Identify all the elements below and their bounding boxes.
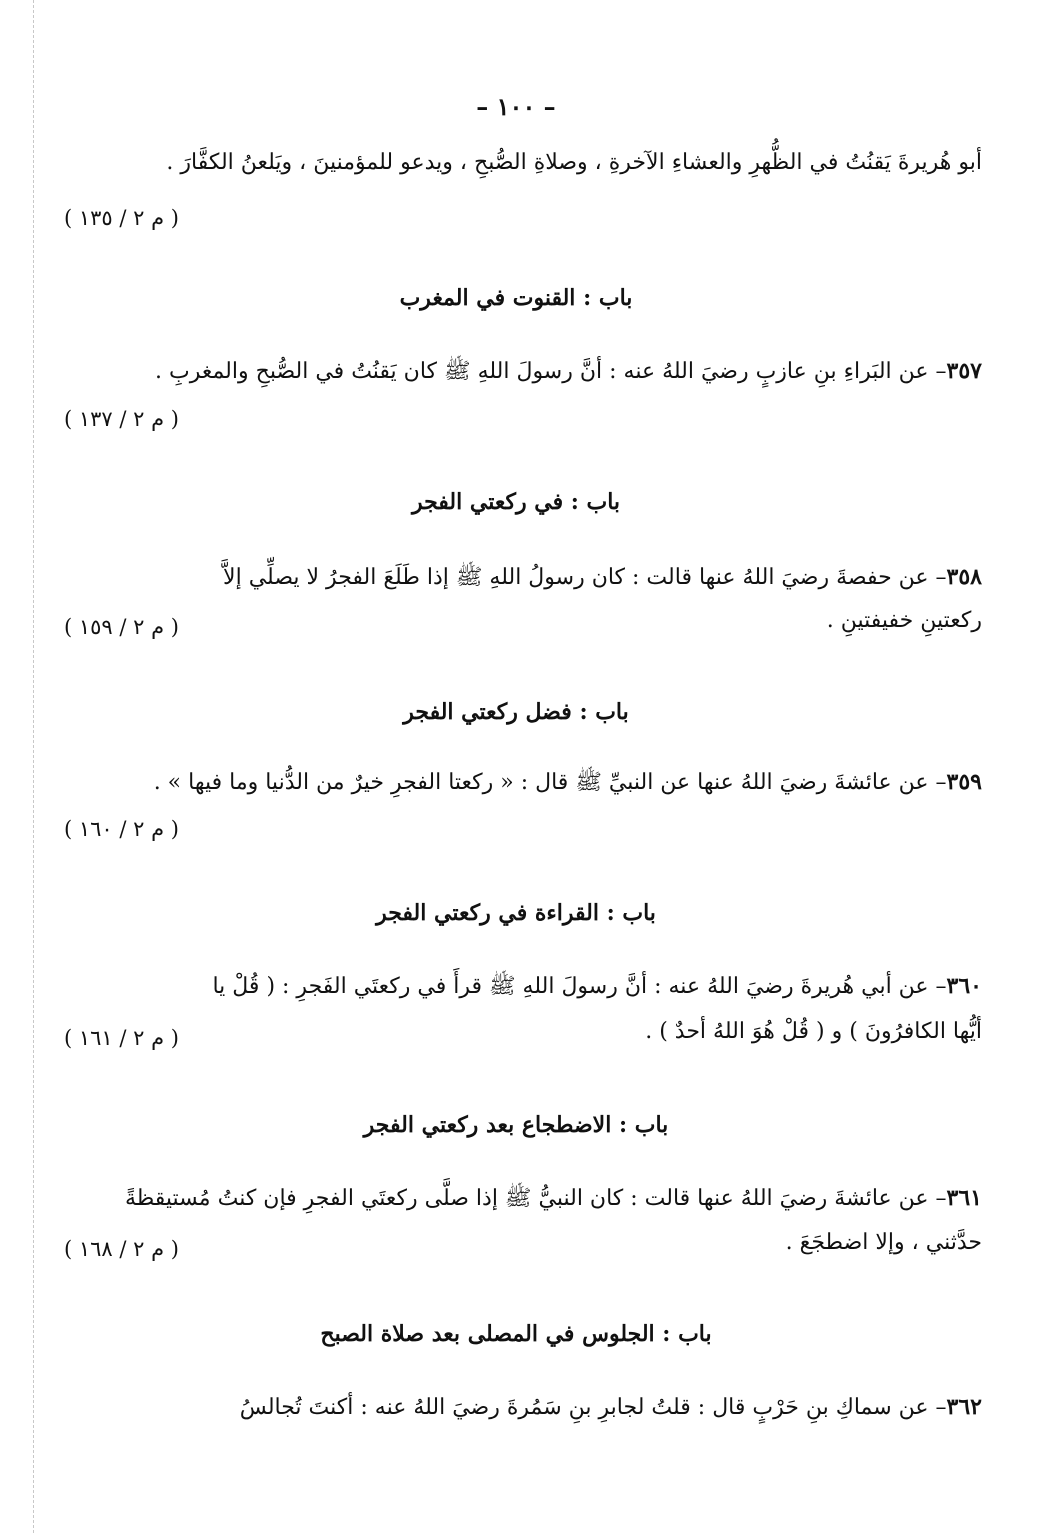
reference-135: ( م ٢ / ١٣٥ ) — [64, 206, 179, 230]
reference-160: ( م ٢ / ١٦٠ ) — [64, 817, 179, 841]
hadith-number: ٣٦٠ — [946, 973, 982, 999]
section-heading-fadl-rakatay-fajr: باب : فضل ركعتي الفجر — [403, 699, 629, 725]
hadith-361-line-2: حدَّثني ، وإلا اضطجَعَ . — [785, 1230, 982, 1255]
hadith-text: – عن سماكِ بنِ حَرْبٍ قال : قلتُ لجابرِ بنِ سَمُرةَ رضيَ اللهُ عنه : أكنتَ تُجالسُ — [239, 1395, 947, 1420]
margin-guide-line — [33, 0, 34, 1533]
document-page — [50, 0, 982, 1533]
hadith-362-line-1 — [50, 1392, 982, 1423]
section-heading-idtijaa: باب : الاضطجاع بعد ركعتي الفجر — [363, 1112, 669, 1138]
hadith-text: – عن حفصةَ رضيَ اللهُ عنها قالت : كان رسولُ اللهِ ﷺ إذا طَلَعَ الفجرُ لا يصلِّي إلاَّ — [223, 565, 947, 590]
hadith-358-line-2: ركعتينِ خفيفتينِ . — [826, 608, 982, 633]
hadith-number: ٣٦١ — [946, 1185, 982, 1211]
hadith-360-line-2: أيُّها الكافرُونَ ) و ( قُلْ هُوَ اللهُ أحدٌ ) . — [645, 1019, 982, 1044]
section-heading-qunut-maghrib: باب : القنوت في المغرب — [399, 285, 633, 311]
section-heading-julus-musalla: باب : الجلوس في المصلى بعد صلاة الصبح — [320, 1321, 712, 1347]
hadith-number: ٣٦٢ — [946, 1394, 982, 1420]
hadith-text: – عن عائشةَ رضيَ اللهُ عنها عن النبيِّ ﷺ قال : « ركعتا الفجرِ خيرٌ من الدُّنيا وما فيها » . — [153, 770, 947, 795]
reference-161: ( م ٢ / ١٦١ ) — [64, 1026, 179, 1050]
hadith-text: – عن البَراءِ بنِ عازبٍ رضيَ اللهُ عنه : أنَّ رسولَ اللهِ ﷺ كان يَقنُتُ في الصُّبحِ والمغربِ . — [155, 359, 947, 384]
hadith-360-line-1 — [50, 971, 982, 1002]
hadith-358-line-1 — [50, 562, 982, 593]
reference-168: ( م ٢ / ١٦٨ ) — [64, 1237, 179, 1261]
section-heading-rakatay-fajr: باب : في ركعتي الفجر — [411, 489, 621, 515]
hadith-359-line-1 — [50, 767, 982, 798]
section-heading-qiraa-rakatay-fajr: باب : القراءة في ركعتي الفجر — [376, 900, 656, 926]
reference-159: ( م ٢ / ١٥٩ ) — [64, 615, 179, 639]
page-number: – ١٠٠ – — [476, 92, 556, 121]
hadith-number: ٣٥٩ — [946, 769, 982, 795]
hadith-text: – عن أبي هُريرةَ رضيَ اللهُ عنه : أنَّ رسولَ اللهِ ﷺ قرأَ في ركعتَي الفَجرِ : ( قُلْ يا — [212, 974, 947, 999]
hadith-number: ٣٥٧ — [946, 358, 982, 384]
continuation-line-1: أبو هُريرةَ يَقنُتُ في الظُّهرِ والعشاءِ الآخرةِ ، وصلاةِ الصُّبحِ ، ويدعو للمؤمنينَ ، ويَلعنُ الكفَّارَ . — [166, 150, 982, 175]
hadith-361-line-1 — [50, 1183, 982, 1214]
hadith-number: ٣٥٨ — [946, 564, 982, 590]
reference-137: ( م ٢ / ١٣٧ ) — [64, 407, 179, 431]
hadith-text: – عن عائشةَ رضيَ اللهُ عنها قالت : كان النبيُّ ﷺ إذا صلَّى ركعتَي الفجرِ فإن كنتُ مُستيقظةً — [124, 1186, 947, 1211]
hadith-357-line-1 — [50, 356, 982, 387]
